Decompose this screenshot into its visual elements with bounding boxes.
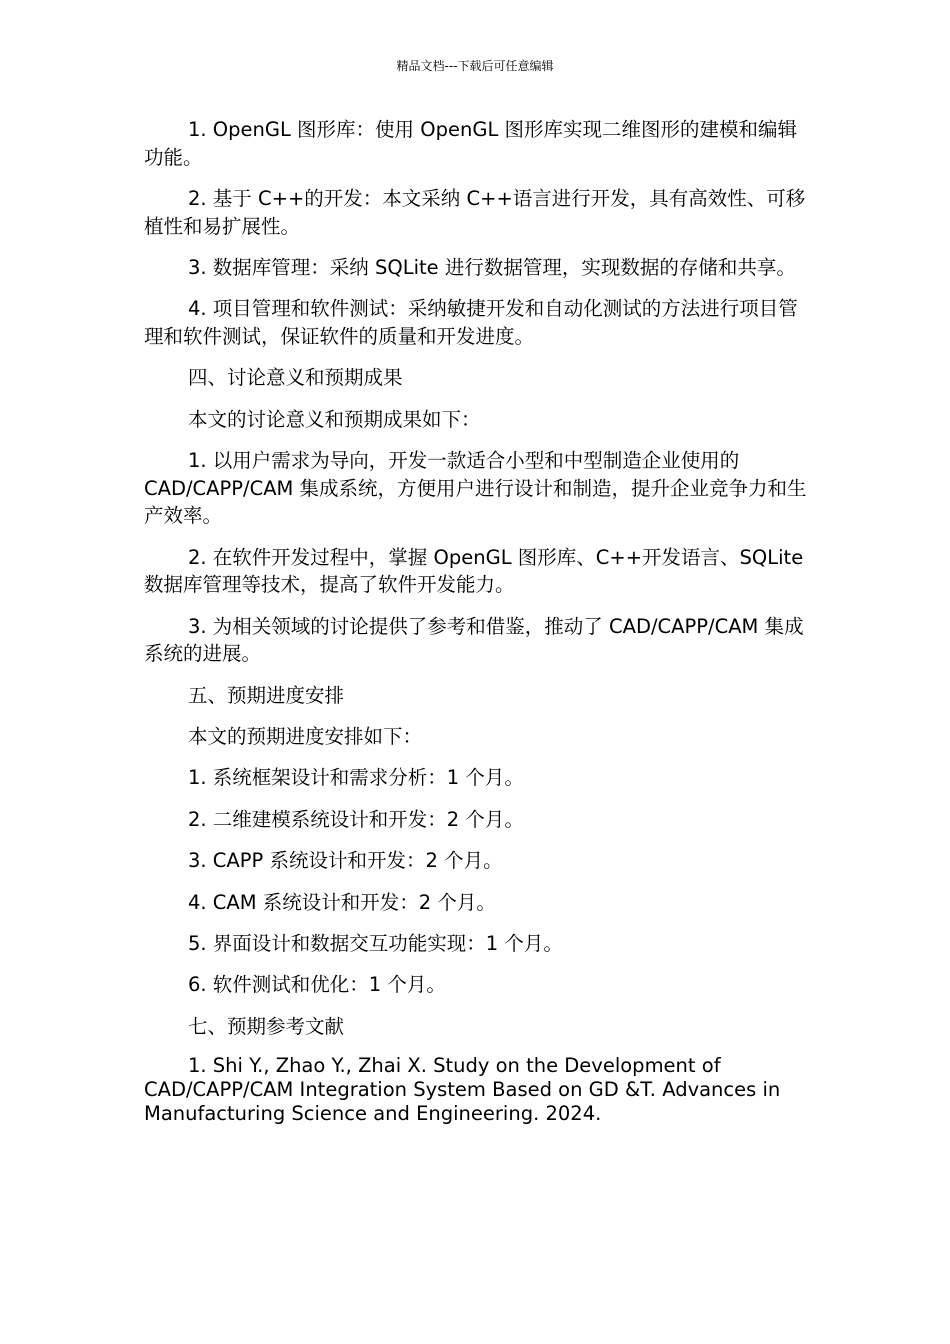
tech-item-testing: 4. 项目管理和软件测试：采纳敏捷开发和自动化测试的方法进行项目管理和软件测试，保证软件的质量和开发进度。 [144,297,798,348]
schedule-item-1: 1. 系统框架设计和需求分析：1 个月。 [188,766,524,790]
section-heading-references: 七、预期参考文献 [188,1014,345,1038]
significance-item-2: 2. 在软件开发过程中，掌握 OpenGL 图形库、C++开发语言、SQLite 数据库管理等技术，提高了软件开发能力。 [144,545,804,597]
section-heading-significance: 四、讨论意义和预期成果 [188,366,403,390]
page-header: 精品文档---下载后可任意编辑 [396,59,554,73]
reference-item-1: 1. Shi Y., Zhao Y., Zhai X. Study on the Development of CAD/CAPP/CAM Integration System Based on GD &T. Advances in Manufacturing Science and Engineering. 2024. [144,1054,781,1126]
significance-item-3: 3. 为相关领域的讨论提供了参考和借鉴，推动了 CAD/CAPP/CAM 集成系统的进展。 [144,614,804,666]
document-body [144,116,808,1140]
schedule-item-2: 2. 二维建模系统设计和开发：2 个月。 [188,807,524,831]
tech-item-opengl: 1. OpenGL 图形库：使用 OpenGL 图形库实现二维图形的建模和编辑功能。 [144,118,798,169]
schedule-item-4: 4. CAM 系统设计和开发：2 个月。 [188,890,496,914]
section-heading-schedule: 五、预期进度安排 [188,683,345,707]
significance-item-1: 1. 以用户需求为导向，开发一款适合小型和中型制造企业使用的 CAD/CAPP/CAM 集成系统，方便用户进行设计和制造，提升企业竞争力和生产效率。 [144,449,807,528]
schedule-intro: 本文的预期进度安排如下： [188,725,423,749]
schedule-item-6: 6. 软件测试和优化：1 个月。 [188,973,446,997]
schedule-item-5: 5. 界面设计和数据交互功能实现：1 个月。 [188,932,563,956]
tech-item-cpp: 2. 基于 C++的开发：本文采纳 C++语言进行开发，具有高效性、可移植性和易扩展性。 [144,186,806,238]
significance-intro: 本文的讨论意义和预期成果如下： [188,407,481,431]
tech-item-database: 3. 数据库管理：采纳 SQLite 进行数据管理，实现数据的存储和共享。 [188,255,796,279]
schedule-item-3: 3. CAPP 系统设计和开发：2 个月。 [188,849,503,873]
